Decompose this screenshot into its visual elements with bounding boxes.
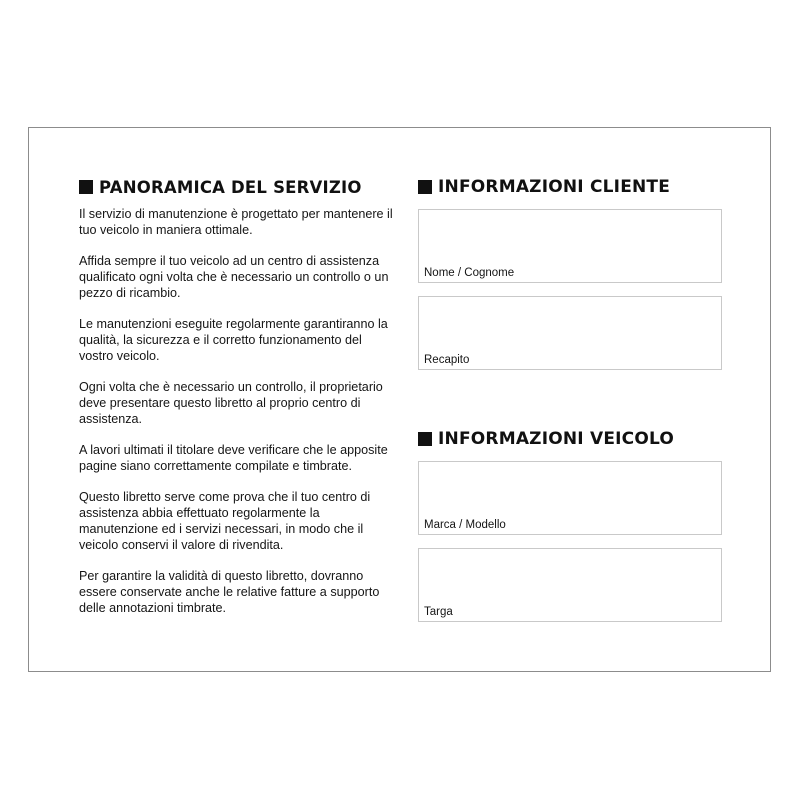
client-info-heading [418,177,724,197]
license-plate-field[interactable] [418,548,722,622]
client-fields [418,209,724,370]
license-plate-label: Targa [424,606,453,618]
overview-paragraph: A lavori ultimati il titolare deve verificare che le apposite pagine siano correttamente compilate e timbrate. [79,443,388,473]
client-info-title: INFORMAZIONI CLIENTE [438,177,671,197]
make-model-field[interactable] [418,461,722,535]
info-column [418,177,724,622]
contact-label: Recapito [424,354,470,366]
vehicle-info-title: INFORMAZIONI VEICOLO [438,429,675,449]
booklet-page [28,127,771,672]
square-bullet-icon [418,180,432,194]
service-overview-section [79,177,399,631]
vehicle-info-section [418,429,724,622]
client-info-section [418,177,724,370]
name-surname-field[interactable] [418,209,722,283]
service-overview-title: PANORAMICA DEL SERVIZIO [99,177,362,197]
overview-paragraph: Affida sempre il tuo veicolo ad un centro di assistenza qualificato ogni volta che è necessario un controllo o un pezzo di ricambio. [79,254,389,300]
vehicle-fields [418,461,724,622]
overview-paragraph: Per garantire la validità di questo libretto, dovranno essere conservate anche le relative fatture a supporto delle annotazioni timbrate. [79,569,380,615]
overview-paragraph: Questo libretto serve come prova che il tuo centro di assistenza abbia effettuato regolarmente la manutenzione ed i servizi necessari, in modo che il veicolo conservi il valore di rivendita. [79,490,371,552]
make-model-label: Marca / Modello [424,519,506,531]
square-bullet-icon [418,432,432,446]
overview-paragraph: Ogni volta che è necessario un controllo, il proprietario deve presentare questo libretto al proprio centro di assistenza. [79,380,383,426]
contact-field[interactable] [418,296,722,370]
overview-paragraphs [79,206,399,616]
square-bullet-icon [79,180,93,194]
vehicle-info-heading [418,429,724,449]
overview-paragraph: Le manutenzioni eseguite regolarmente garantiranno la qualità, la sicurezza e il corretto funzionamento del vostro veicolo. [79,317,388,363]
name-surname-label: Nome / Cognome [424,267,515,279]
service-overview-heading [79,177,399,197]
overview-paragraph: Il servizio di manutenzione è progettato per mantenere il tuo veicolo in maniera ottimale. [79,207,393,237]
